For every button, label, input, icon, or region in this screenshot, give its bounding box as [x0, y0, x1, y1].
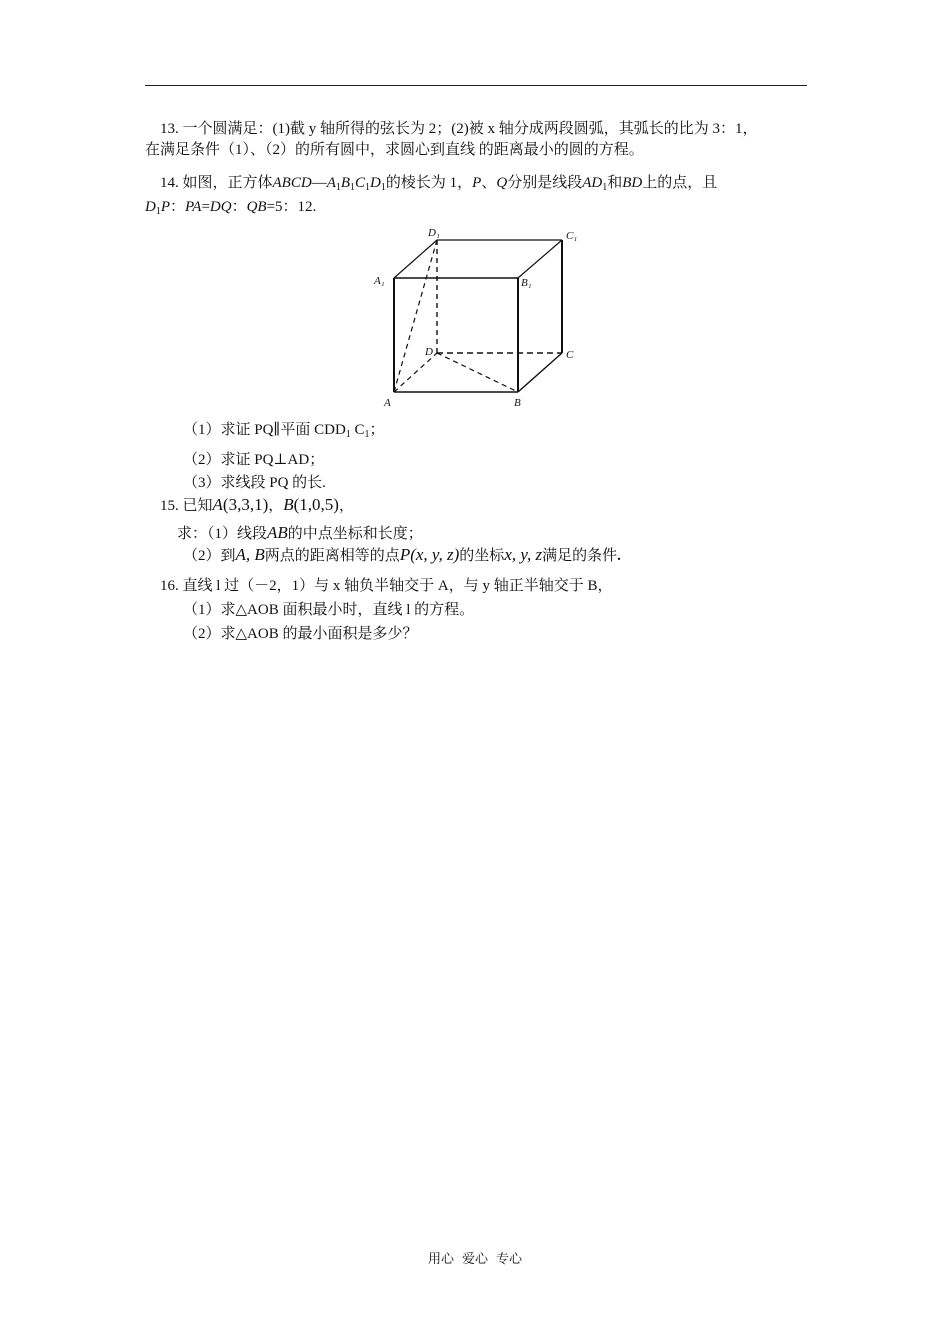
- q14-sub1-c: C: [350, 422, 365, 438]
- q14-c1: C: [355, 175, 366, 191]
- q14-abcd: ABCD: [272, 175, 312, 191]
- q14-eq: =: [201, 199, 210, 215]
- label-b1: B₁: [521, 277, 532, 289]
- q15-point-a: A: [212, 495, 223, 514]
- q14-q: Q: [496, 175, 508, 191]
- label-d1: D₁: [428, 227, 440, 239]
- q14-sub: 1: [380, 182, 386, 193]
- q14-edge-text: 的棱长为 1，: [385, 175, 473, 191]
- q16-line2: （1）求△AOB 面积最小时，直线 l 的方程。: [183, 602, 475, 618]
- q14-sub: 1: [335, 182, 341, 193]
- q14-line2: [145, 197, 316, 222]
- q14-d1p: D: [145, 199, 156, 215]
- q14-and-text: 和: [607, 175, 623, 191]
- edge-b-c: [518, 353, 562, 392]
- q15-p: P: [399, 545, 411, 564]
- q14-sub2: （2）求证 PQ⊥AD；: [183, 452, 325, 468]
- cube-figure: [370, 222, 590, 412]
- label-d: D: [425, 346, 433, 358]
- q14-colon: ：: [231, 199, 247, 215]
- q15-xyz: x, y, z: [504, 545, 543, 564]
- q15-number: 15. 已知: [160, 498, 213, 514]
- q15-ab: AB: [267, 523, 288, 542]
- q15-coords-a: (3,3,1): [222, 495, 269, 514]
- q14-sub: 1: [365, 182, 371, 193]
- q14-ratio-tail: =5：12.: [266, 199, 317, 215]
- q15-coords-b: (1,0,5): [293, 495, 339, 514]
- q14-sub: 1: [350, 182, 356, 193]
- diagonal-bd: [437, 353, 518, 392]
- q14-b1: B: [340, 175, 351, 191]
- q16-line1: 16. 直线 l 过（－2，1）与 x 轴负半轴交于 A，与 y 轴正半轴交于 B，: [160, 578, 613, 594]
- q14-line1: [160, 173, 717, 198]
- q14-sub1-s1: 1: [345, 429, 351, 440]
- q14-number: 14. 如图，正方体: [160, 175, 273, 191]
- footer-text-a: 用心: [427, 1251, 454, 1266]
- q14-mid-text: 分别是线段: [507, 175, 583, 191]
- q14-pa: PA: [185, 199, 202, 215]
- label-c: C: [566, 349, 574, 361]
- label-b: B: [514, 397, 521, 409]
- q14-sub1-text: （1）求证 PQ∥平面 CDD: [183, 422, 346, 438]
- q15-line2: [177, 523, 423, 544]
- footer-text-b: 爱心: [461, 1251, 488, 1266]
- q14-sub1-end: ；: [369, 422, 385, 438]
- q15-comma2: ，: [338, 498, 354, 514]
- q14-sep: 、: [481, 175, 497, 191]
- q16-line3: （2）求△AOB 的最小面积是多少？: [183, 626, 418, 642]
- q14-dq: DQ: [209, 199, 232, 215]
- q15-req2-pre: （2）到: [183, 548, 236, 564]
- q14-qb: QB: [246, 199, 267, 215]
- q14-p2: P: [160, 199, 171, 215]
- q15-req2-post: 满足的条件: [542, 548, 618, 564]
- q15-line1: [160, 495, 354, 516]
- cube-svg: [370, 222, 590, 412]
- q15-period: .: [617, 548, 621, 564]
- q13-line2: 在满足条件（1）、（2）的所有圆中，求圆心到直线 的距离最小的圆的方程。: [145, 142, 644, 158]
- q13-line1: 13. 一个圆满足：(1)截 y 轴所得的弦长为 2；(2)被 x 轴分成两段圆弧，其弧长的比为 3：1，: [160, 121, 758, 137]
- q15-line3: [183, 545, 621, 566]
- q14-d1: D: [370, 175, 381, 191]
- q15-a-b: A, B: [235, 545, 265, 564]
- label-a1: A₁: [374, 275, 385, 287]
- diagonal-ad1: [394, 240, 437, 392]
- page-footer: [0, 1250, 950, 1268]
- edge-a1-d1: [394, 240, 437, 278]
- q15-req2-mid: 两点的距离相等的点: [264, 548, 400, 564]
- footer-text-c: 专心: [496, 1251, 523, 1266]
- edge-b1-c1: [518, 240, 562, 278]
- q14-dash: —: [311, 175, 327, 191]
- q14-p: P: [472, 175, 482, 191]
- q15-req2-mid2: 的坐标: [459, 548, 505, 564]
- q15-comma1: ，: [268, 498, 284, 514]
- q15-point-b: B: [283, 495, 294, 514]
- q14-colon: ：: [170, 199, 186, 215]
- label-a: A: [384, 397, 391, 409]
- edge-a-d-hidden: [394, 353, 437, 392]
- q14-sub3: （3）求线段 PQ 的长.: [183, 475, 326, 491]
- q14-sub: 1: [602, 182, 608, 193]
- q14-sub: 1: [155, 206, 161, 217]
- q14-bd: BD: [622, 175, 643, 191]
- q14-end-text: 上的点，且: [642, 175, 718, 191]
- q14-a1: A: [326, 175, 336, 191]
- q15-pxyz: (x, y, z): [410, 545, 460, 564]
- q14-sub1-s2: 1: [364, 429, 370, 440]
- q15-req1-post: 的中点坐标和长度；: [287, 526, 423, 542]
- label-c1: C₁: [566, 230, 578, 242]
- q14-sub1: [183, 420, 385, 445]
- q14-ad1: AD: [582, 175, 603, 191]
- header-rule: [145, 85, 807, 86]
- q15-req1-pre: 求：（1）线段: [177, 526, 268, 542]
